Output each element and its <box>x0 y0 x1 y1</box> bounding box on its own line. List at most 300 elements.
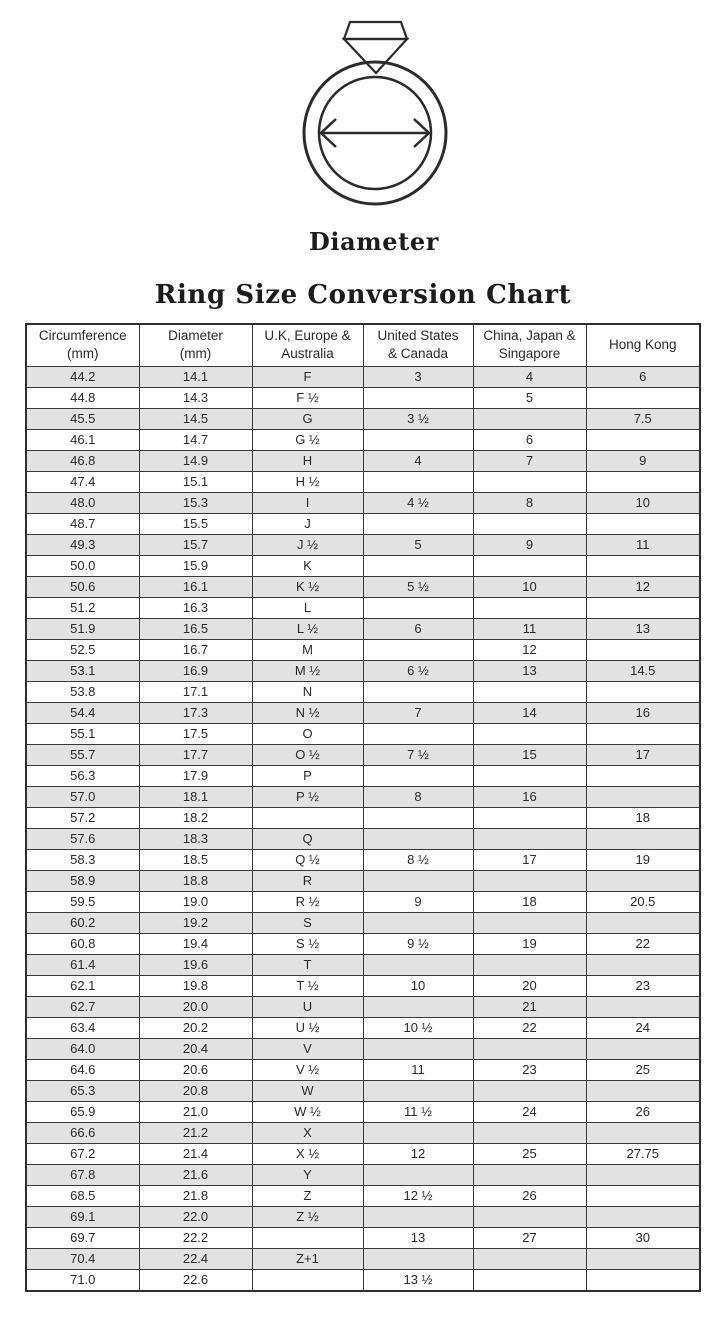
table-cell: 64.6 <box>26 1059 139 1080</box>
table-cell <box>252 1227 363 1248</box>
table-cell <box>586 786 700 807</box>
page-title: Ring Size Conversion Chart <box>154 280 572 310</box>
table-row <box>26 1143 700 1164</box>
table-cell: 15.5 <box>139 513 252 534</box>
table-row <box>26 450 700 471</box>
table-cell: 21.6 <box>139 1164 252 1185</box>
table-cell: M <box>252 639 363 660</box>
table-cell: 11 <box>363 1059 473 1080</box>
table-cell <box>363 471 473 492</box>
table-cell: 9 <box>363 891 473 912</box>
table-cell <box>586 765 700 786</box>
table-row <box>26 1248 700 1269</box>
table-row <box>26 723 700 744</box>
table-cell <box>363 828 473 849</box>
table-cell: O ½ <box>252 744 363 765</box>
table-cell <box>363 1122 473 1143</box>
table-cell: 70.4 <box>26 1248 139 1269</box>
table-cell: H ½ <box>252 471 363 492</box>
col-header-hong-kong <box>586 324 700 366</box>
table-cell: S <box>252 912 363 933</box>
table-cell: 64.0 <box>26 1038 139 1059</box>
header-line: Singapore <box>498 346 561 362</box>
table-cell: 18 <box>473 891 586 912</box>
table-header-row <box>26 324 700 366</box>
table-cell: 17.3 <box>139 702 252 723</box>
table-row <box>26 1080 700 1101</box>
table-cell: 56.3 <box>26 765 139 786</box>
table-cell: 8 <box>473 492 586 513</box>
table-cell: 4 ½ <box>363 492 473 513</box>
table-cell: 22 <box>586 933 700 954</box>
table-cell: 20.4 <box>139 1038 252 1059</box>
table-row <box>26 492 700 513</box>
table-cell <box>586 1122 700 1143</box>
table-cell: O <box>252 723 363 744</box>
table-cell: H <box>252 450 363 471</box>
table-cell <box>363 996 473 1017</box>
table-cell: 5 <box>473 387 586 408</box>
header-line: United States <box>377 328 459 344</box>
table-cell: 15.9 <box>139 555 252 576</box>
table-row <box>26 513 700 534</box>
table-row <box>26 555 700 576</box>
table-cell: 19.8 <box>139 975 252 996</box>
table-cell: W ½ <box>252 1101 363 1122</box>
col-header-uk-europe-australia <box>252 324 363 366</box>
table-cell: 14.9 <box>139 450 252 471</box>
table-row <box>26 996 700 1017</box>
table-row <box>26 597 700 618</box>
table-cell <box>586 912 700 933</box>
table-row <box>26 639 700 660</box>
table-cell: 6 <box>473 429 586 450</box>
table-cell: 19.6 <box>139 954 252 975</box>
table-cell <box>473 1122 586 1143</box>
table-row <box>26 849 700 870</box>
table-row <box>26 1122 700 1143</box>
table-cell: 14 <box>473 702 586 723</box>
table-cell: 18.2 <box>139 807 252 828</box>
table-cell: 58.9 <box>26 870 139 891</box>
table-cell: 65.3 <box>26 1080 139 1101</box>
diameter-arrow-icon <box>321 119 429 147</box>
table-cell: 67.2 <box>26 1143 139 1164</box>
table-cell: Z ½ <box>252 1206 363 1227</box>
table-row <box>26 702 700 723</box>
table-cell <box>586 387 700 408</box>
table-cell: 59.5 <box>26 891 139 912</box>
table-cell <box>473 1206 586 1227</box>
table-cell <box>363 597 473 618</box>
table-cell <box>586 1269 700 1291</box>
table-cell: 13 ½ <box>363 1269 473 1291</box>
table-cell <box>363 639 473 660</box>
table-cell: 14.3 <box>139 387 252 408</box>
table-cell: 44.8 <box>26 387 139 408</box>
table-cell: 69.7 <box>26 1227 139 1248</box>
table-cell: 8 ½ <box>363 849 473 870</box>
table-cell: 49.3 <box>26 534 139 555</box>
table-cell: 16.7 <box>139 639 252 660</box>
table-cell: 12 <box>473 639 586 660</box>
table-row <box>26 618 700 639</box>
table-cell: 20.0 <box>139 996 252 1017</box>
table-cell: K ½ <box>252 576 363 597</box>
table-cell: 44.2 <box>26 366 139 387</box>
table-cell: 20.6 <box>139 1059 252 1080</box>
table-cell: J ½ <box>252 534 363 555</box>
table-cell: Z <box>252 1185 363 1206</box>
table-cell: 66.6 <box>26 1122 139 1143</box>
table-cell: 61.4 <box>26 954 139 975</box>
table-cell: 45.5 <box>26 408 139 429</box>
col-header-china-japan-singapore <box>473 324 586 366</box>
header-line: China, Japan & <box>483 328 576 344</box>
table-cell <box>473 765 586 786</box>
table-cell: Q <box>252 828 363 849</box>
table-cell <box>473 597 586 618</box>
table-cell: 9 <box>586 450 700 471</box>
table-cell: 27.75 <box>586 1143 700 1164</box>
table-cell: 5 ½ <box>363 576 473 597</box>
table-cell: 30 <box>586 1227 700 1248</box>
table-row <box>26 765 700 786</box>
table-cell: 53.1 <box>26 660 139 681</box>
table-row <box>26 975 700 996</box>
table-cell <box>252 807 363 828</box>
table-cell: 21.8 <box>139 1185 252 1206</box>
table-cell: 48.7 <box>26 513 139 534</box>
header-line: Australia <box>281 346 334 362</box>
table-cell: 10 <box>473 576 586 597</box>
table-cell: G ½ <box>252 429 363 450</box>
table-cell: 5 <box>363 534 473 555</box>
table-cell: 24 <box>586 1017 700 1038</box>
table-cell: X ½ <box>252 1143 363 1164</box>
table-cell: R <box>252 870 363 891</box>
table-cell <box>586 429 700 450</box>
table-cell: Z+1 <box>252 1248 363 1269</box>
table-cell: 14.5 <box>586 660 700 681</box>
table-cell <box>473 807 586 828</box>
table-cell: 63.4 <box>26 1017 139 1038</box>
table-cell: 20 <box>473 975 586 996</box>
table-cell: 62.7 <box>26 996 139 1017</box>
table-cell <box>473 870 586 891</box>
table-cell <box>363 1206 473 1227</box>
table-cell <box>473 513 586 534</box>
table-cell: 23 <box>586 975 700 996</box>
table-cell: Q ½ <box>252 849 363 870</box>
table-cell: 16 <box>473 786 586 807</box>
table-cell: 10 <box>363 975 473 996</box>
diameter-caption: Diameter <box>309 227 439 256</box>
table-cell <box>363 1248 473 1269</box>
table-cell <box>363 765 473 786</box>
table-cell <box>363 513 473 534</box>
table-cell: X <box>252 1122 363 1143</box>
table-cell: 17.9 <box>139 765 252 786</box>
table-row <box>26 681 700 702</box>
table-cell: 55.1 <box>26 723 139 744</box>
table-cell: 47.4 <box>26 471 139 492</box>
table-cell: 46.8 <box>26 450 139 471</box>
table-row <box>26 471 700 492</box>
table-row <box>26 1206 700 1227</box>
table-cell: 68.5 <box>26 1185 139 1206</box>
header-line: Hong Kong <box>608 337 677 353</box>
table-cell: 11 ½ <box>363 1101 473 1122</box>
table-cell: 7.5 <box>586 408 700 429</box>
table-cell <box>586 723 700 744</box>
table-cell: 22.2 <box>139 1227 252 1248</box>
table-cell: 60.8 <box>26 933 139 954</box>
table-cell: G <box>252 408 363 429</box>
table-cell: 67.8 <box>26 1164 139 1185</box>
table-cell: 19.4 <box>139 933 252 954</box>
ring-size-table <box>25 323 701 1292</box>
table-cell: L <box>252 597 363 618</box>
table-cell <box>363 912 473 933</box>
table-cell <box>586 471 700 492</box>
table-cell: 27 <box>473 1227 586 1248</box>
table-cell: U <box>252 996 363 1017</box>
table-cell: 26 <box>473 1185 586 1206</box>
table-cell: 4 <box>363 450 473 471</box>
table-cell <box>363 1080 473 1101</box>
table-cell: 16.5 <box>139 618 252 639</box>
table-cell: P <box>252 765 363 786</box>
table-cell: 50.0 <box>26 555 139 576</box>
table-cell <box>473 912 586 933</box>
table-cell: 13 <box>586 618 700 639</box>
table-cell: 22.6 <box>139 1269 252 1291</box>
table-cell <box>586 639 700 660</box>
table-cell: W <box>252 1080 363 1101</box>
table-cell: 21.4 <box>139 1143 252 1164</box>
table-cell: 17.7 <box>139 744 252 765</box>
table-cell <box>363 1164 473 1185</box>
table-cell <box>586 1206 700 1227</box>
table-cell: 57.6 <box>26 828 139 849</box>
table-cell <box>363 954 473 975</box>
table-cell: 57.0 <box>26 786 139 807</box>
table-row <box>26 1017 700 1038</box>
col-header-diameter <box>139 324 252 366</box>
table-cell: 58.3 <box>26 849 139 870</box>
table-cell <box>586 513 700 534</box>
table-cell <box>473 555 586 576</box>
table-cell: 8 <box>363 786 473 807</box>
table-row <box>26 576 700 597</box>
table-cell: 19.2 <box>139 912 252 933</box>
table-cell <box>473 471 586 492</box>
table-cell: 15 <box>473 744 586 765</box>
table-cell: S ½ <box>252 933 363 954</box>
table-cell: 71.0 <box>26 1269 139 1291</box>
table-cell: 17 <box>473 849 586 870</box>
table-cell <box>586 996 700 1017</box>
table-cell: 22.0 <box>139 1206 252 1227</box>
table-cell: 55.7 <box>26 744 139 765</box>
table-cell: 6 ½ <box>363 660 473 681</box>
table-cell: T <box>252 954 363 975</box>
table-cell: J <box>252 513 363 534</box>
table-row <box>26 933 700 954</box>
table-cell: 19.0 <box>139 891 252 912</box>
table-cell: 4 <box>473 366 586 387</box>
table-row <box>26 366 700 387</box>
table-cell: 21 <box>473 996 586 1017</box>
header-line: U.K, Europe & <box>264 328 351 344</box>
table-cell: 13 <box>473 660 586 681</box>
table-cell <box>473 954 586 975</box>
table-row <box>26 1185 700 1206</box>
table-cell: 12 ½ <box>363 1185 473 1206</box>
table-cell: 7 <box>473 450 586 471</box>
table-cell: 17 <box>586 744 700 765</box>
table-cell <box>473 681 586 702</box>
table-cell <box>473 1269 586 1291</box>
table-cell: 11 <box>473 618 586 639</box>
table-cell: 15.3 <box>139 492 252 513</box>
table-cell: 18.1 <box>139 786 252 807</box>
table-cell: 60.2 <box>26 912 139 933</box>
table-row <box>26 1269 700 1291</box>
table-row <box>26 828 700 849</box>
table-cell: 57.2 <box>26 807 139 828</box>
table-cell: F <box>252 366 363 387</box>
header-line: & Canada <box>387 346 449 362</box>
table-cell: U ½ <box>252 1017 363 1038</box>
table-row <box>26 786 700 807</box>
table-cell <box>473 1164 586 1185</box>
table-row <box>26 744 700 765</box>
table-cell: 3 ½ <box>363 408 473 429</box>
table-cell: N ½ <box>252 702 363 723</box>
table-row <box>26 1227 700 1248</box>
table-cell: 12 <box>363 1143 473 1164</box>
table-cell: 20.5 <box>586 891 700 912</box>
header-line: (mm) <box>67 346 99 362</box>
table-cell <box>473 408 586 429</box>
col-header-circumference <box>26 324 139 366</box>
table-cell: 18.5 <box>139 849 252 870</box>
table-cell <box>586 870 700 891</box>
table-cell <box>252 1269 363 1291</box>
table-cell: 6 <box>586 366 700 387</box>
table-cell <box>363 387 473 408</box>
table-cell: 52.5 <box>26 639 139 660</box>
table-body <box>26 366 700 1291</box>
table-cell <box>473 828 586 849</box>
table-cell: 50.6 <box>26 576 139 597</box>
table-cell: 51.2 <box>26 597 139 618</box>
table-cell: 10 ½ <box>363 1017 473 1038</box>
table-cell: 7 <box>363 702 473 723</box>
table-cell <box>586 1080 700 1101</box>
table-cell: Y <box>252 1164 363 1185</box>
table-cell: 7 ½ <box>363 744 473 765</box>
table-cell: V <box>252 1038 363 1059</box>
table-cell: 16 <box>586 702 700 723</box>
table-row <box>26 891 700 912</box>
table-cell: 22 <box>473 1017 586 1038</box>
table-cell: N <box>252 681 363 702</box>
table-cell <box>586 681 700 702</box>
table-row <box>26 870 700 891</box>
table-cell <box>586 1185 700 1206</box>
table-row <box>26 807 700 828</box>
table-cell: 18.3 <box>139 828 252 849</box>
table-cell <box>363 429 473 450</box>
table-cell <box>363 555 473 576</box>
table-cell: 3 <box>363 366 473 387</box>
table-cell: 17.5 <box>139 723 252 744</box>
table-cell <box>586 954 700 975</box>
table-cell: 14.5 <box>139 408 252 429</box>
table-cell: 23 <box>473 1059 586 1080</box>
table-row <box>26 1059 700 1080</box>
table-cell: 20.8 <box>139 1080 252 1101</box>
table-row <box>26 954 700 975</box>
table-cell <box>363 723 473 744</box>
table-cell: 18.8 <box>139 870 252 891</box>
table-cell: 16.9 <box>139 660 252 681</box>
header-line: (mm) <box>179 346 212 362</box>
table-cell <box>586 555 700 576</box>
table-cell: 16.1 <box>139 576 252 597</box>
table-cell: 24 <box>473 1101 586 1122</box>
table-cell: F ½ <box>252 387 363 408</box>
table-cell: 12 <box>586 576 700 597</box>
table-cell: 9 <box>473 534 586 555</box>
table-cell: 11 <box>586 534 700 555</box>
table-cell: 20.2 <box>139 1017 252 1038</box>
table-row <box>26 387 700 408</box>
table-cell <box>363 1038 473 1059</box>
table-cell: 19 <box>586 849 700 870</box>
diamond-icon <box>344 22 407 39</box>
table-row <box>26 1164 700 1185</box>
table-cell <box>473 1080 586 1101</box>
table-cell: M ½ <box>252 660 363 681</box>
table-cell <box>586 828 700 849</box>
table-cell <box>363 807 473 828</box>
table-row <box>26 1101 700 1122</box>
table-cell: 15.1 <box>139 471 252 492</box>
table-cell: 54.4 <box>26 702 139 723</box>
table-cell: 22.4 <box>139 1248 252 1269</box>
table-cell: 18 <box>586 807 700 828</box>
table-cell: 21.2 <box>139 1122 252 1143</box>
table-cell: 69.1 <box>26 1206 139 1227</box>
table-cell: 53.8 <box>26 681 139 702</box>
table-cell: 48.0 <box>26 492 139 513</box>
table-cell: 14.1 <box>139 366 252 387</box>
table-cell: 65.9 <box>26 1101 139 1122</box>
table-row <box>26 1038 700 1059</box>
header-line: Circumference <box>38 328 127 344</box>
col-header-us-canada <box>363 324 473 366</box>
table-cell <box>473 1038 586 1059</box>
table-cell <box>473 1248 586 1269</box>
table-cell: 9 ½ <box>363 933 473 954</box>
table-cell: 10 <box>586 492 700 513</box>
ring-diagram <box>0 0 720 213</box>
table-cell: 17.1 <box>139 681 252 702</box>
